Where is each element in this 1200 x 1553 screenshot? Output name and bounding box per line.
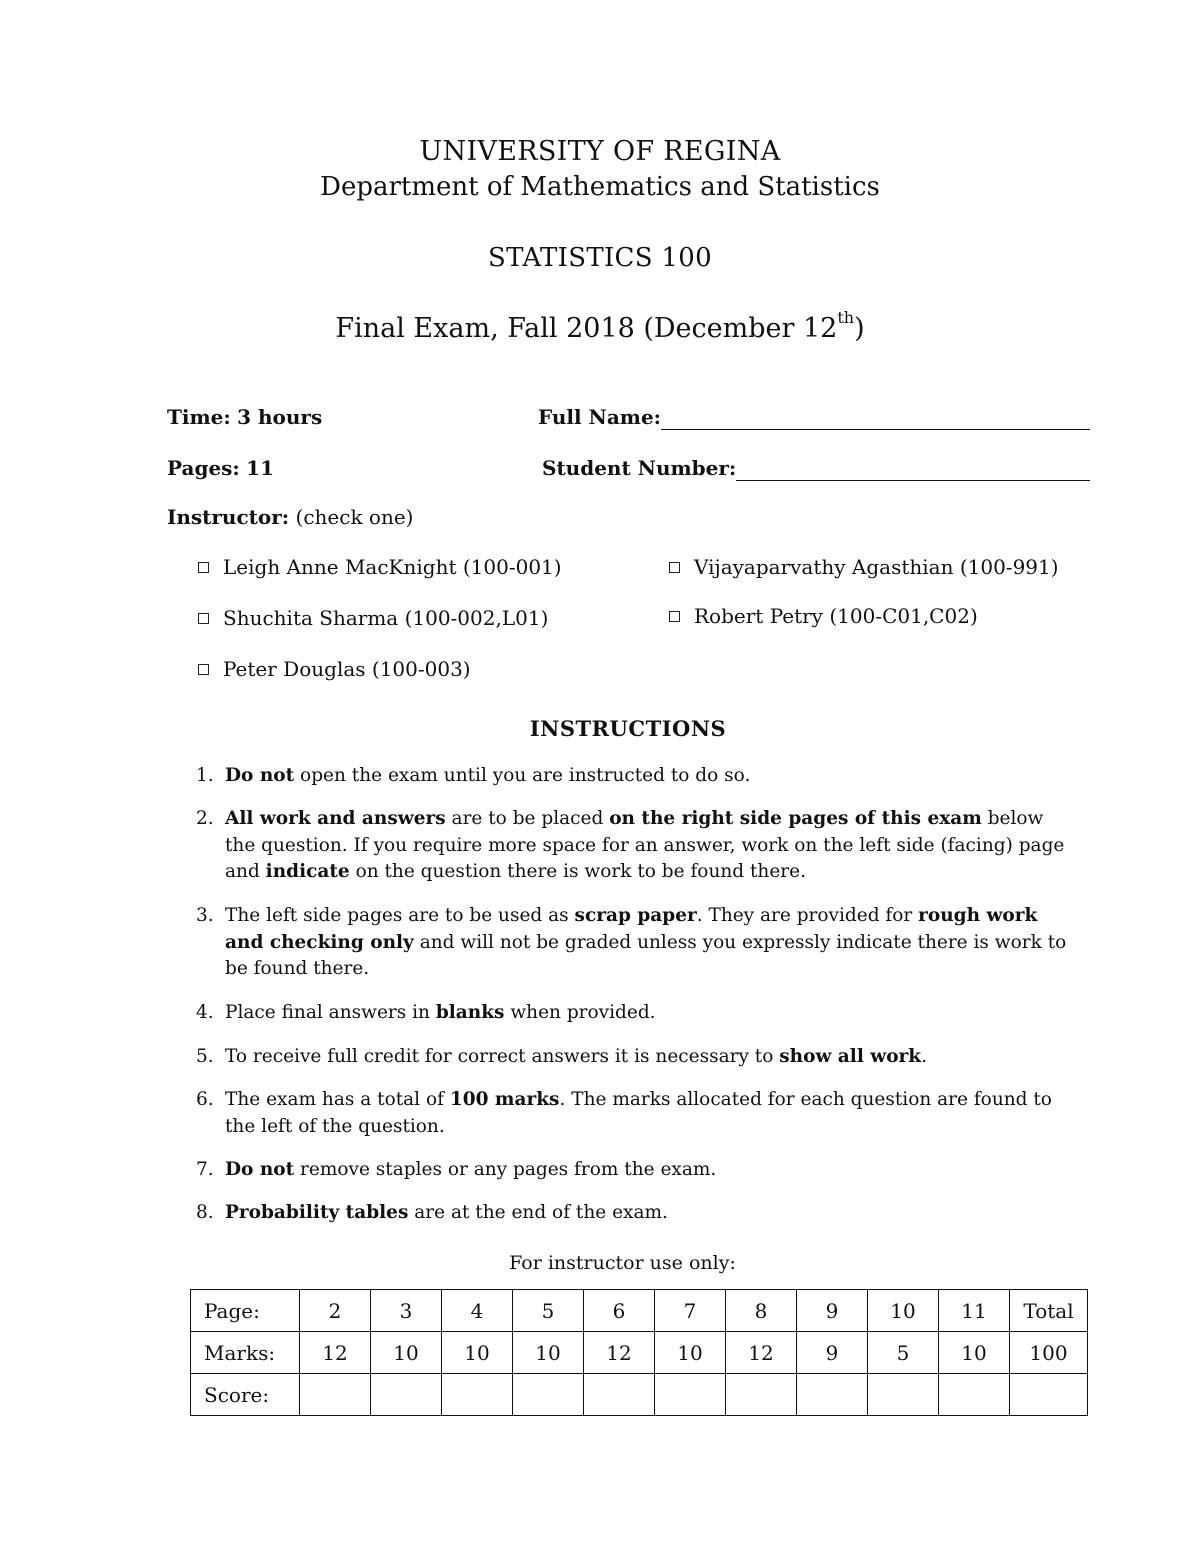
course-title: STATISTICS 100	[488, 243, 712, 273]
table-cell: Total	[1010, 1290, 1088, 1332]
score-cell[interactable]	[300, 1374, 371, 1416]
checkbox-icon[interactable]	[198, 562, 209, 573]
instruction-number: 3.	[196, 905, 214, 926]
table-cell: 6	[584, 1290, 655, 1332]
score-cell[interactable]	[797, 1374, 868, 1416]
table-cell: 10	[868, 1290, 939, 1332]
university-name: UNIVERSITY OF REGINA	[419, 136, 781, 167]
table-cell: 5	[513, 1290, 584, 1332]
instruction-item	[196, 1157, 1076, 1184]
score-cell[interactable]	[442, 1374, 513, 1416]
table-cell: 7	[655, 1290, 726, 1332]
instruction-number: 7.	[196, 1159, 214, 1180]
table-cell: 12	[584, 1332, 655, 1374]
exam-title: Final Exam, Fall 2018 (December 12th)	[335, 308, 865, 344]
instruction-number: 4.	[196, 1002, 214, 1023]
score-cell[interactable]	[1010, 1374, 1088, 1416]
table-cell: 100	[1010, 1332, 1088, 1374]
instruction-item	[196, 1044, 1076, 1071]
instruction-item	[196, 903, 1076, 983]
row-label: Page:	[191, 1290, 300, 1332]
full-name-field[interactable]: Full Name:	[538, 405, 1090, 430]
instruction-text: Place final answers in blanks when provided.	[225, 1002, 656, 1023]
checkbox-icon[interactable]	[198, 613, 209, 624]
instruction-text: Do not remove staples or any pages from the exam.	[225, 1159, 717, 1180]
department-name: Department of Mathematics and Statistics	[320, 172, 880, 202]
full-name-blank[interactable]	[661, 405, 1090, 430]
instruction-item	[196, 1200, 1076, 1227]
instructor-heading: Instructor: (check one)	[167, 505, 414, 529]
table-cell: 11	[939, 1290, 1010, 1332]
score-row	[191, 1374, 1088, 1416]
checkbox-icon[interactable]	[198, 664, 209, 675]
instructor-option-petry[interactable]: Robert Petry (100-C01,C02)	[669, 604, 978, 628]
time-info: Time: 3 hours	[167, 405, 323, 429]
instruction-number: 6.	[196, 1089, 214, 1110]
score-cell[interactable]	[371, 1374, 442, 1416]
instruction-number: 2.	[196, 808, 214, 829]
instruction-number: 8.	[196, 1202, 214, 1223]
instruction-item	[196, 763, 1076, 790]
instructor-option-douglas[interactable]: Peter Douglas (100-003)	[198, 657, 471, 681]
table-cell: 10	[371, 1332, 442, 1374]
instructor-use-label: For instructor use only:	[509, 1252, 736, 1274]
instructor-option-agasthian[interactable]: Vijayaparvathy Agasthian (100-991)	[669, 555, 1059, 579]
table-cell: 5	[868, 1332, 939, 1374]
table-cell: 12	[726, 1332, 797, 1374]
instructor-option-macknight[interactable]: Leigh Anne MacKnight (100-001)	[198, 555, 562, 579]
score-cell[interactable]	[939, 1374, 1010, 1416]
score-cell[interactable]	[513, 1374, 584, 1416]
instruction-text: To receive full credit for correct answers it is necessary to show all work.	[225, 1046, 928, 1067]
table-cell: 9	[797, 1332, 868, 1374]
instruction-item	[196, 806, 1076, 886]
score-cell[interactable]	[584, 1374, 655, 1416]
instruction-item	[196, 1087, 1076, 1140]
marks-row	[191, 1332, 1088, 1374]
checkbox-icon[interactable]	[669, 611, 680, 622]
instruction-text: The exam has a total of 100 marks. The marks allocated for each question are found to the left of the question.	[225, 1089, 1052, 1137]
table-cell: 8	[726, 1290, 797, 1332]
table-cell: 12	[300, 1332, 371, 1374]
table-cell: 3	[371, 1290, 442, 1332]
instruction-text: Do not open the exam until you are instructed to do so.	[225, 765, 751, 786]
page-row	[191, 1290, 1088, 1332]
instruction-item	[196, 1000, 1076, 1027]
table-cell: 10	[513, 1332, 584, 1374]
table-cell: 4	[442, 1290, 513, 1332]
instructor-option-sharma[interactable]: Shuchita Sharma (100-002,L01)	[198, 606, 548, 630]
table-cell: 2	[300, 1290, 371, 1332]
instruction-text: The left side pages are to be used as scrap paper. They are provided for rough work and checking only and will not be graded unless you expressly indicate there is work to be found there.	[225, 905, 1067, 979]
score-cell[interactable]	[655, 1374, 726, 1416]
pages-info: Pages: 11	[167, 456, 275, 480]
instruction-text: All work and answers are to be placed on the right side pages of this exam below the question. If you require more space for an answer, work on the left side (facing) page and indicate on the question there is work to be found there.	[225, 808, 1065, 882]
instructions-title: INSTRUCTIONS	[529, 716, 727, 741]
student-number-field[interactable]: Student Number:	[542, 456, 1090, 481]
score-cell[interactable]	[868, 1374, 939, 1416]
instruction-number: 1.	[196, 765, 214, 786]
instruction-number: 5.	[196, 1046, 214, 1067]
table-cell: 9	[797, 1290, 868, 1332]
student-number-blank[interactable]	[736, 456, 1090, 481]
checkbox-icon[interactable]	[669, 562, 680, 573]
row-label: Marks:	[191, 1332, 300, 1374]
instruction-text: Probability tables are at the end of the exam.	[225, 1202, 668, 1223]
table-cell: 10	[442, 1332, 513, 1374]
table-cell: 10	[939, 1332, 1010, 1374]
table-cell: 10	[655, 1332, 726, 1374]
row-label: Score:	[191, 1374, 300, 1416]
score-table	[190, 1289, 1088, 1416]
score-cell[interactable]	[726, 1374, 797, 1416]
